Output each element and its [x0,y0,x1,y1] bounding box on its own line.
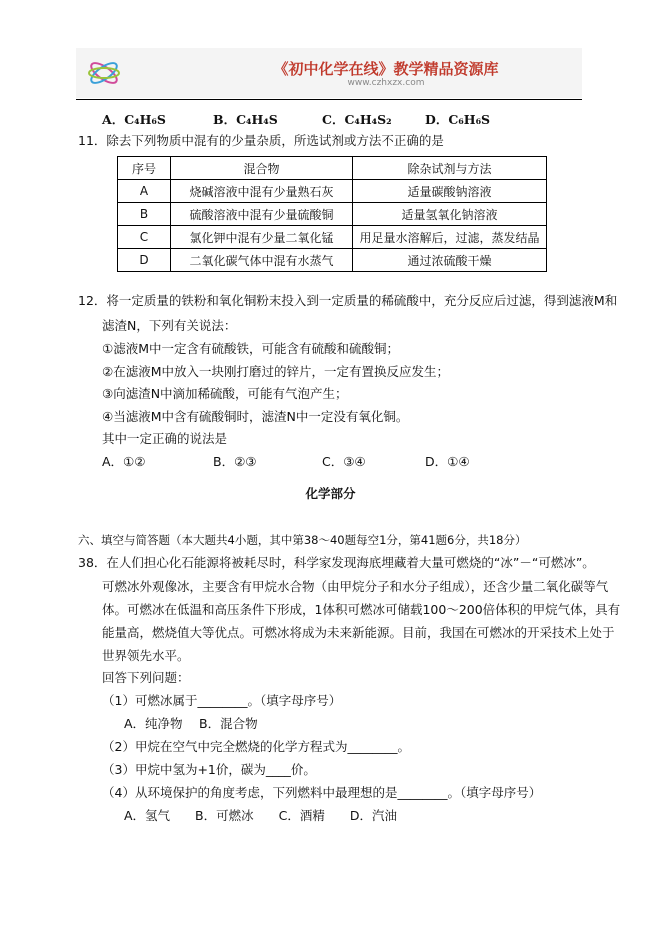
cell: 氯化钾中混有少量二氧化锰 [171,226,353,249]
cell: 通过浓硫酸干燥 [353,249,547,272]
q12-line: 其中一定正确的说法是 [102,431,228,446]
header-banner [76,48,582,98]
cell: C [118,226,171,249]
header-divider [76,99,582,100]
q10-option-a: A．C₄H₆S [102,112,166,127]
table-row [118,249,547,272]
cell: 二氧化碳气体中混有水蒸气 [171,249,353,272]
banner-url: www.czhxzx.com [347,78,425,88]
cell: 烧碱溶液中混有少量熟石灰 [171,180,353,203]
section-title: 化学部分 [305,486,356,501]
q12-option-d: D．①④ [425,454,470,469]
q12-line: ④当滤液M中含有硫酸铜时，滤渣N中一定没有氧化铜。 [102,409,409,424]
q12-option-b: B．②③ [213,454,257,469]
q38-line: 回答下列问题： [102,670,190,685]
q38-line: （1）可燃冰属于________。（填字母序号） [102,693,342,708]
q12-line: ②在滤液M中放入一块刚打磨过的锌片，一定有置换反应发生； [102,364,449,379]
q38-line: A．氢气 B．可燃冰 C．酒精 D．汽油 [124,808,397,823]
cell: 适量氢氧化钠溶液 [353,203,547,226]
cell: D [118,249,171,272]
cell: A [118,180,171,203]
q38-line: 体。可燃冰在低温和高压条件下形成，1体积可燃冰可储载100～200倍体积的甲烷气体，具有 [102,602,621,617]
table-row [118,203,547,226]
cell: B [118,203,171,226]
section6-heading: 六、填空与简答题（本大题共4小题，其中第38～40题每空1分，第41题6分，共18分） [78,533,527,547]
q10-option-b: B．C₄H₄S [213,112,278,127]
q10-option-d: D．C₆H₆S [425,112,491,127]
logo-icon [86,54,122,92]
q38-line: 可燃冰外观像冰，主要含有甲烷水合物（由甲烷分子和水分子组成），还含少量二氧化碳等气 [102,579,609,594]
q38-line: （2）甲烷在空气中完全燃烧的化学方程式为________。 [102,739,410,754]
q12-option-c: C．③④ [322,454,366,469]
q38-line: 能量高，燃烧值大等优点。可燃冰将成为未来新能源。目前，我国在可燃冰的开采技术上处于 [102,625,615,640]
cell: 适量碳酸钠溶液 [353,180,547,203]
q12-line: 12．将一定质量的铁粉和氧化铜粉末投入到一定质量的稀硫酸中，充分反应后过滤，得到滤液M和 [78,293,618,308]
table-header: 除杂试剂与方法 [353,157,547,180]
q38-line: （4）从环境保护的角度考虑，下列燃料中最理想的是________。（填字母序号） [102,785,542,800]
q38-line: 世界领先水平。 [102,648,190,663]
q12-line: ③向滤渣N中滴加稀硫酸，可能有气泡产生； [102,386,348,401]
q12-line: 滤渣N，下列有关说法： [102,318,237,333]
table-header: 序号 [118,157,171,180]
banner-title: 《初中化学在线》教学精品资源库 [273,60,499,78]
table-row [118,180,547,203]
q38-line: 38．在人们担心化石能源将被耗尽时，科学家发现海底埋藏着大量可燃烧的“冰”－“可燃冰”。 [78,555,595,570]
table-header: 混合物 [171,157,353,180]
q12-line: ①滤液M中一定含有硫酸铁，可能含有硫酸和硫酸铜； [102,341,399,356]
q11-table [117,156,547,272]
q38-line: （3）甲烷中氢为+1价，碳为____价。 [102,762,316,777]
q11-stem: 11．除去下列物质中混有的少量杂质，所选试剂或方法不正确的是 [78,133,444,148]
table-row [118,226,547,249]
q38-line: A．纯净物 B．混合物 [124,716,258,731]
q10-option-c: C．C₄H₄S₂ [322,112,392,127]
cell: 硫酸溶液中混有少量硫酸铜 [171,203,353,226]
cell: 用足量水溶解后，过滤，蒸发结晶 [353,226,547,249]
q12-option-a: A．①② [102,454,146,469]
